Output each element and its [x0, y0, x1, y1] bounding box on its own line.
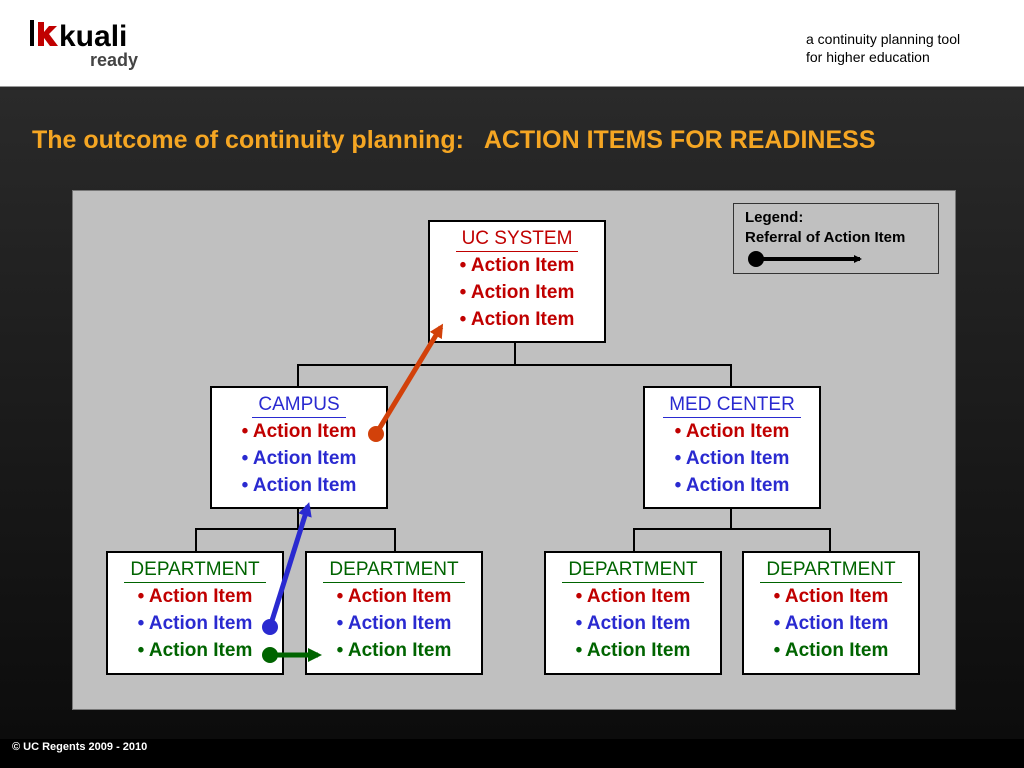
action-item: • Action Item: [674, 421, 790, 442]
connector-dept2-up: [394, 528, 396, 552]
action-item: • Action Item: [137, 586, 253, 607]
department-box-3: [544, 551, 722, 675]
uc-system-header: UC SYSTEM: [456, 228, 579, 252]
department-header: DEPARTMENT: [760, 559, 901, 583]
connector-campus-up: [297, 364, 299, 387]
action-item: • Action Item: [773, 613, 889, 634]
action-item: • Action Item: [459, 282, 575, 303]
action-item: • Action Item: [241, 475, 357, 496]
action-item: • Action Item: [575, 586, 691, 607]
action-item: • Action Item: [336, 613, 452, 634]
action-item: • Action Item: [575, 613, 691, 634]
connector-dept4-up: [829, 528, 831, 552]
action-item: • Action Item: [336, 640, 452, 661]
tagline: [806, 30, 1006, 66]
action-item: • Action Item: [459, 255, 575, 276]
slide-title: The outcome of continuity planning: ACTION ITEMS FOR READINESS: [32, 126, 876, 154]
logo-wordmark: kuali: [59, 20, 128, 53]
action-item: • Action Item: [137, 613, 253, 634]
uc-system-box: [428, 220, 606, 343]
department-box-1: [106, 551, 284, 675]
department-box-4: [742, 551, 920, 675]
legend-box: [733, 203, 939, 274]
action-item: • Action Item: [773, 640, 889, 661]
header-bar: [0, 0, 1024, 87]
connector-campus-horizontal: [195, 528, 396, 530]
campus-header: CAMPUS: [252, 394, 345, 418]
department-box-2: [305, 551, 483, 675]
legend-label: Referral of Action Item: [745, 229, 906, 246]
action-item: • Action Item: [241, 448, 357, 469]
action-item: • Action Item: [241, 421, 357, 442]
connector-dept1-up: [195, 528, 197, 552]
action-item: • Action Item: [137, 640, 253, 661]
department-header: DEPARTMENT: [323, 559, 464, 583]
action-item: • Action Item: [336, 586, 452, 607]
action-item: • Action Item: [459, 309, 575, 330]
tagline-line-1: a continuity planning tool: [806, 31, 961, 47]
connector-campus-down: [297, 508, 299, 530]
logo-subtext: ready: [90, 50, 139, 70]
connector-med-up: [730, 364, 732, 387]
footer-bar: [0, 739, 1024, 768]
legend-heading: Legend:: [745, 209, 804, 226]
connector-med-down: [730, 508, 732, 530]
copyright-text: © UC Regents 2009 - 2010: [12, 741, 148, 753]
department-header: DEPARTMENT: [124, 559, 265, 583]
med-center-box: [643, 386, 821, 509]
action-item: • Action Item: [674, 448, 790, 469]
connector-uc-down: [514, 342, 516, 365]
kuali-ready-logo: [28, 14, 168, 74]
action-item: • Action Item: [674, 475, 790, 496]
action-item: • Action Item: [575, 640, 691, 661]
action-item: • Action Item: [773, 586, 889, 607]
med-center-header: MED CENTER: [663, 394, 801, 418]
connector-level1-horizontal: [297, 364, 732, 366]
connector-med-horizontal: [633, 528, 831, 530]
tagline-line-2: for higher education: [806, 49, 930, 65]
campus-box: [210, 386, 388, 509]
department-header: DEPARTMENT: [562, 559, 703, 583]
connector-dept3-up: [633, 528, 635, 552]
